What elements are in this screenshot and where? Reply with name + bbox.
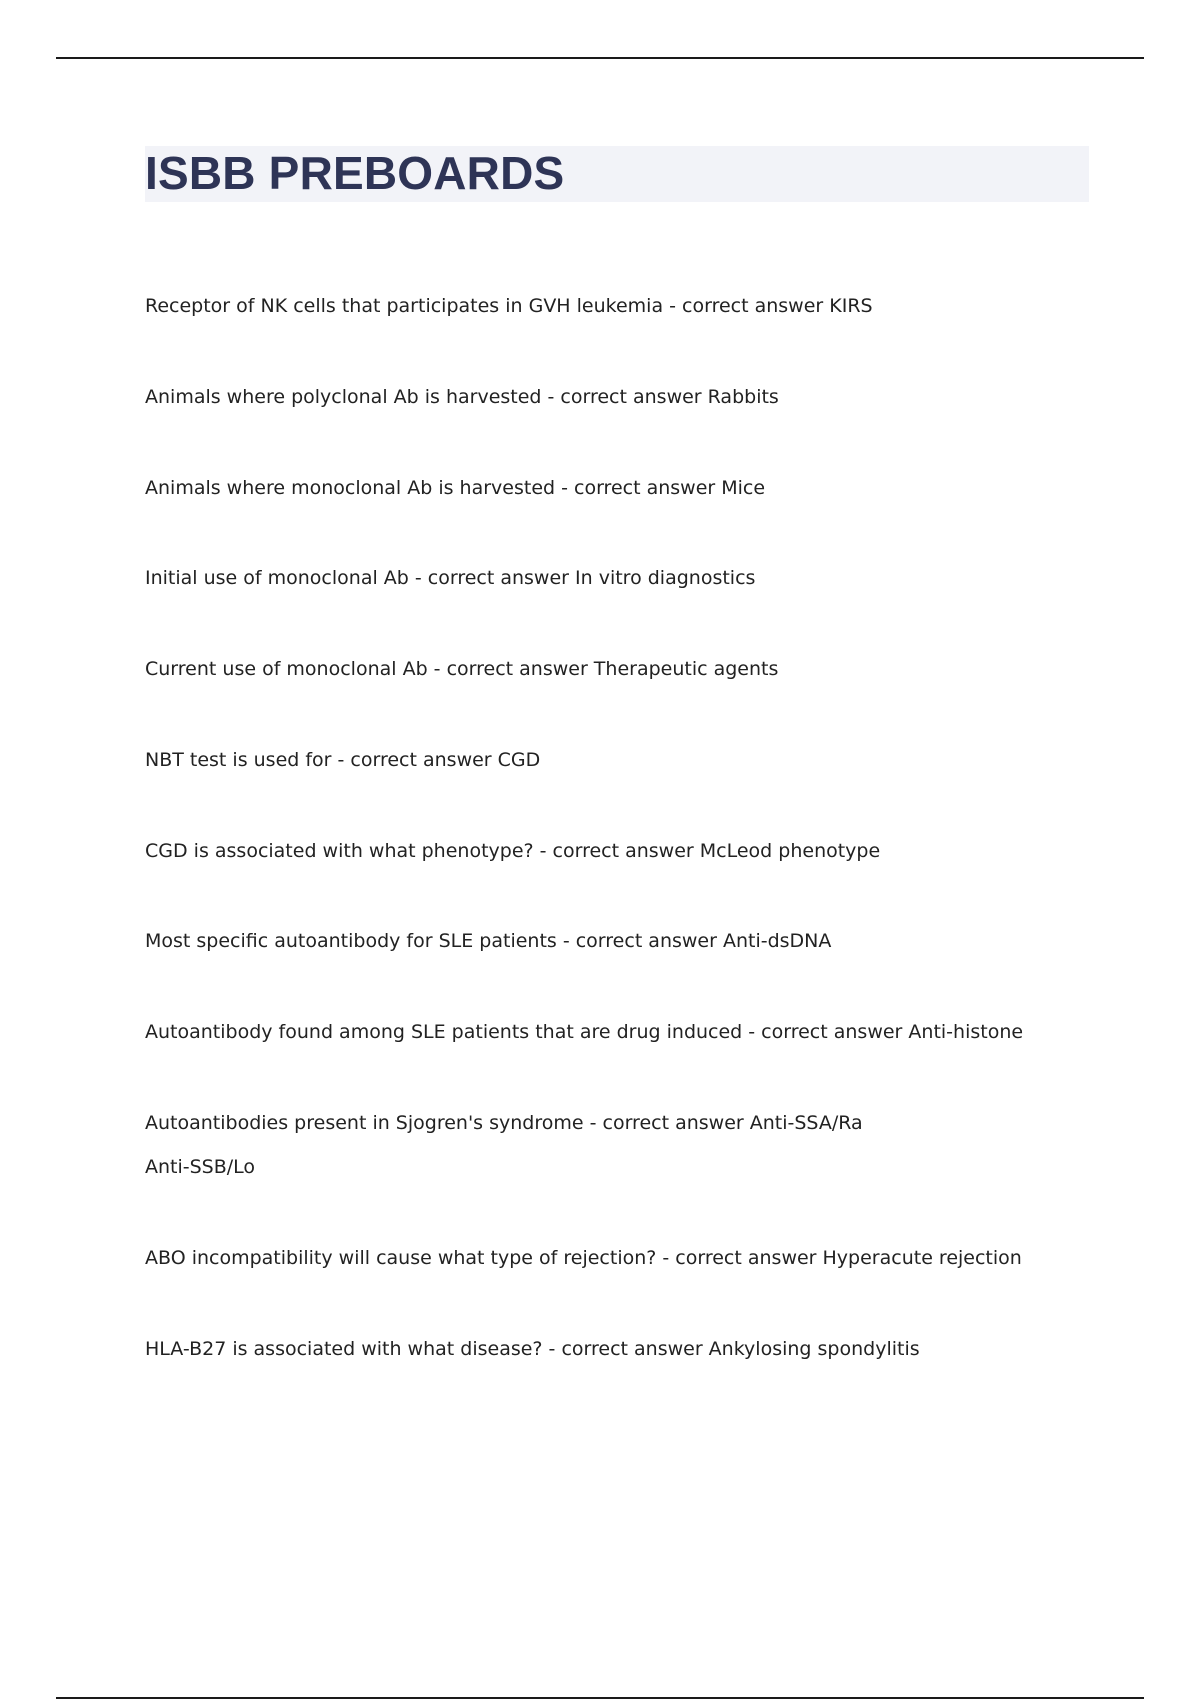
top-rule: [56, 57, 1144, 59]
qa-text: Animals where polyclonal Ab is harvested - correct answer Rabbits: [145, 386, 779, 408]
qa-text: Initial use of monoclonal Ab - correct answer In vitro diagnostics: [145, 567, 756, 589]
qa-text-continued: Anti-SSB/Lo: [145, 1156, 256, 1178]
qa-text: HLA-B27 is associated with what disease? - correct answer Ankylosing spondylitis: [145, 1338, 920, 1360]
bottom-rule: [56, 1697, 1144, 1699]
qa-item: [145, 1101, 863, 1189]
qa-item: [145, 919, 831, 963]
document-title: ISBB PREBOARDS: [145, 147, 565, 199]
qa-text: Autoantibodies present in Sjogren's syndrome - correct answer Anti-SSA/Ra: [145, 1112, 863, 1134]
qa-text: ABO incompatibility will cause what type of rejection? - correct answer Hyperacute rejection: [145, 1247, 1022, 1269]
qa-item: [145, 738, 540, 782]
qa-text: Receptor of NK cells that participates in GVH leukemia - correct answer KIRS: [145, 295, 873, 317]
qa-item: [145, 466, 765, 510]
qa-text: NBT test is used for - correct answer CGD: [145, 749, 541, 771]
qa-text: Autoantibody found among SLE patients that are drug induced - correct answer Anti-histone: [145, 1021, 1024, 1043]
qa-item: [145, 1327, 920, 1371]
qa-item: [145, 556, 755, 600]
qa-item: [145, 829, 880, 873]
qa-item: [145, 375, 779, 419]
qa-text: Most specific autoantibody for SLE patients - correct answer Anti-dsDNA: [145, 930, 832, 952]
qa-text: Current use of monoclonal Ab - correct answer Therapeutic agents: [145, 658, 779, 680]
qa-item: [145, 1010, 1023, 1054]
qa-text: Animals where monoclonal Ab is harvested - correct answer Mice: [145, 477, 766, 499]
qa-item: [145, 284, 873, 328]
qa-text: CGD is associated with what phenotype? - correct answer McLeod phenotype: [145, 840, 881, 862]
qa-item: [145, 647, 778, 691]
qa-item: [145, 1236, 1022, 1280]
